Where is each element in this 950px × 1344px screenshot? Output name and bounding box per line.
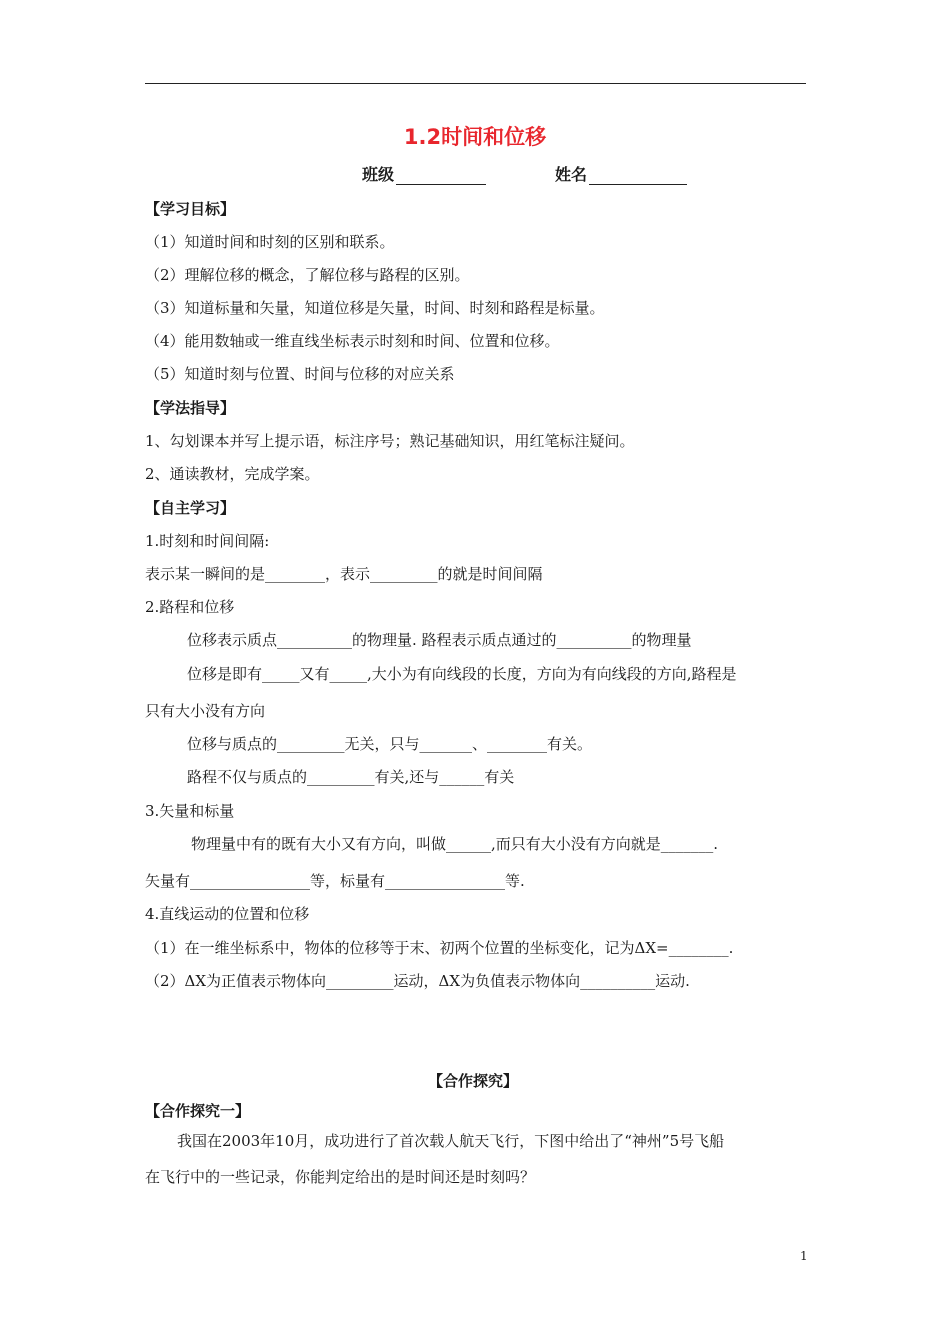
text-line: （3）知道标量和矢量，知道位移是矢量，时间、时刻和路程是标量。	[145, 299, 605, 317]
text-line: （2）ΔX为正值表示物体向_________运动，ΔX为负值表示物体向__________运动.	[145, 972, 690, 990]
text-line: 1、勾划课本并写上提示语，标注序号；熟记基础知识，用红笔标注疑问。	[145, 432, 635, 450]
class-label: 班级	[362, 165, 395, 184]
text-line: 表示某一瞬间的是________，表示_________的就是时间间隔	[145, 565, 543, 583]
text-line: 路程不仅与质点的_________有关,还与______有关	[187, 768, 515, 786]
section-heading: 【合作探究一】	[145, 1102, 251, 1120]
text-line: 位移是即有_____又有_____,大小为有向线段的长度，方向为有向线段的方向,路程是	[187, 665, 737, 683]
text-line: 4.直线运动的位置和位移	[145, 905, 310, 923]
text-line: 3.矢量和标量	[145, 802, 235, 820]
text-line: 物理量中有的既有大小又有方向，叫做______,而只有大小没有方向就是_______.	[191, 835, 719, 853]
text-line: 在飞行中的一些记录，你能判定给出的是时间还是时刻吗？	[145, 1168, 536, 1186]
section-heading: 【学习目标】	[145, 200, 236, 218]
text-line: （2）理解位移的概念，了解位移与路程的区别。	[145, 266, 470, 284]
text-line: 2、通读教材，完成学案。	[145, 465, 320, 483]
text-line: 位移表示质点__________的物理量. 路程表示质点通过的__________的物理量	[187, 631, 692, 649]
text-line: 只有大小没有方向	[145, 702, 266, 720]
text-line: （1）知道时间和时刻的区别和联系。	[145, 233, 395, 251]
text-line: 1.时刻和时间间隔:	[145, 532, 270, 550]
class-field	[362, 162, 486, 185]
name-blank[interactable]	[589, 167, 687, 185]
text-line: 2.路程和位移	[145, 598, 235, 616]
text-line: （1）在一维坐标系中，物体的位移等于末、初两个位置的坐标变化，记为ΔX=________.	[145, 939, 734, 957]
section-heading: 【学法指导】	[145, 399, 236, 417]
top-rule	[145, 83, 806, 84]
text-line: 位移与质点的_________无关，只与_______、________有关。	[187, 735, 593, 753]
class-blank[interactable]	[396, 167, 486, 185]
section-heading: 【自主学习】	[145, 499, 236, 517]
name-field	[555, 162, 687, 185]
section-heading: 【合作探究】	[428, 1072, 519, 1090]
name-label: 姓名	[555, 165, 588, 184]
text-line: 我国在2003年10月，成功进行了首次载人航天飞行，下图中给出了“神州”5号飞船	[177, 1132, 725, 1150]
page-number: 1	[800, 1249, 808, 1263]
page-title: 1.2时间和位移	[403, 125, 547, 149]
text-line: （5）知道时刻与位置、时间与位移的对应关系	[145, 365, 455, 383]
text-line: 矢量有________________等，标量有________________等.	[145, 872, 525, 890]
text-line: （4）能用数轴或一维直线坐标表示时刻和时间、位置和位移。	[145, 332, 560, 350]
